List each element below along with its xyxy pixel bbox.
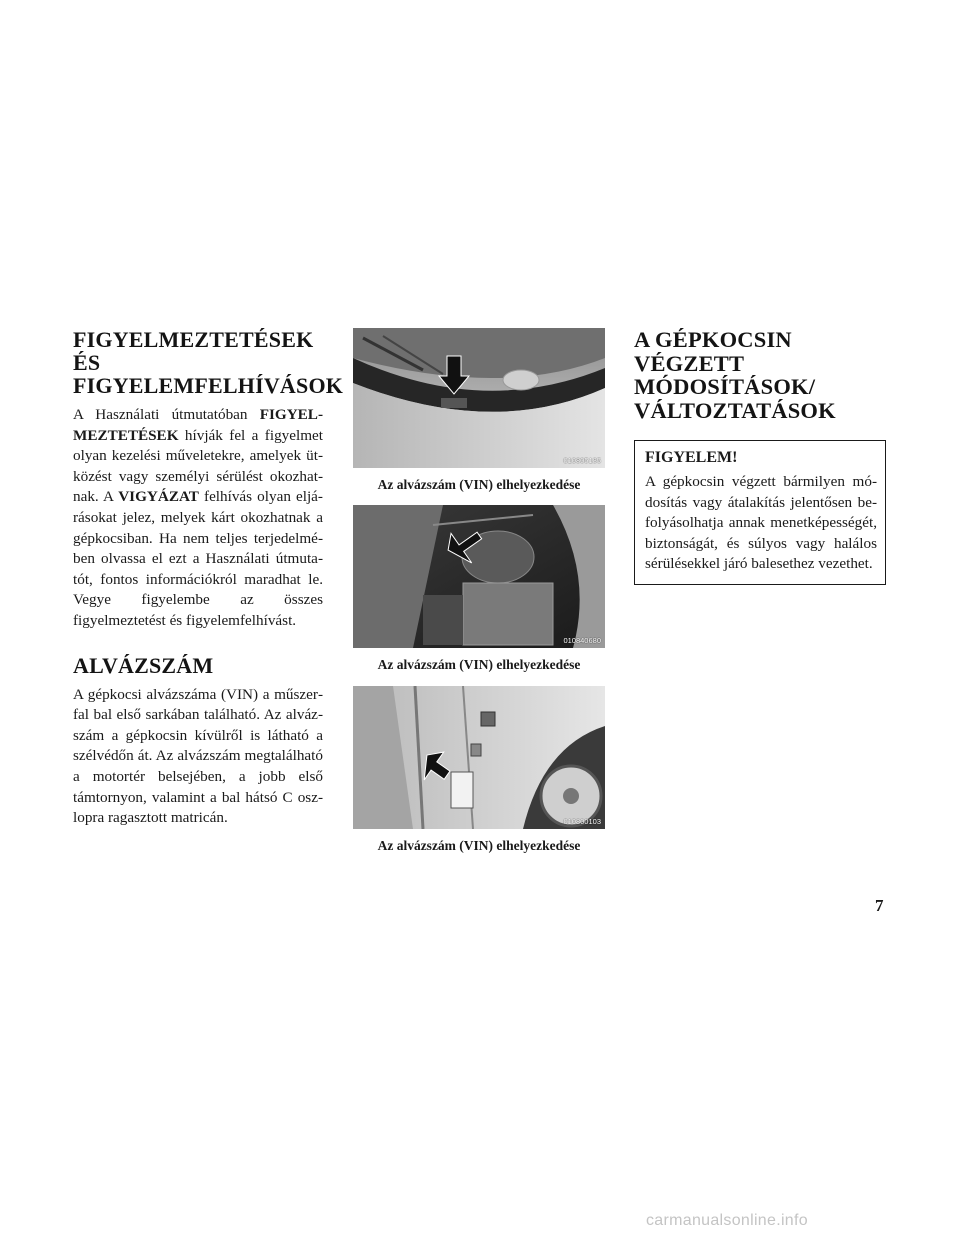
section-title-vin: ALVÁZSZÁM bbox=[73, 652, 214, 678]
warning-text: A gépkocsin végzett bármilyen módosítás vagy átalakítás jelentősen befolyásolhatja annak menetképességét, biztonságát, és súlyos vagy halálos sérülésekkel járó balesethez vezethet. bbox=[645, 473, 877, 573]
vin-windshield-photo bbox=[353, 328, 605, 468]
c-pillar-illustration bbox=[353, 686, 605, 829]
vin-c-pillar-photo bbox=[353, 686, 605, 829]
vin-engine-photo bbox=[353, 505, 605, 648]
watermark: carmanualsonline.info bbox=[646, 1212, 808, 1229]
figure-code: 010800103 bbox=[563, 817, 601, 826]
warnings-paragraph: A Használati útmutatóban FIGYELMEZTETÉSEK hívják fel a figyelmet olyan kezelési műveletekre, amelyek ütközést vagy személyi sérülést okozhatnak. A VIGYÁZAT felhívás olyan eljárásokat jelez, melyek kárt okozhatnak a gépkocsiban. Ha nem teljes terjedelmében olvassa el ezt a Használati útmutatót, fontos információkról maradhat le. Vegye figyelembe az összes figyelmeztetést és figyelemfelhívást. bbox=[73, 406, 323, 629]
section-title-warnings: FIGYELMEZTETÉSEK ÉS FIGYELEMFELHÍVÁSOK bbox=[73, 327, 344, 398]
figure-caption: Az alvázszám (VIN) elhelyezkedése bbox=[377, 838, 581, 853]
engine-bay-illustration bbox=[353, 505, 605, 648]
figure-caption: Az alvázszám (VIN) elhelyezkedése bbox=[377, 657, 581, 672]
warning-title: FIGYELEM! bbox=[645, 449, 738, 466]
left-column bbox=[73, 327, 344, 829]
figure-code: 010840680 bbox=[563, 636, 601, 645]
figure-caption: Az alvázszám (VIN) elhelyezkedése bbox=[377, 477, 581, 492]
page-number: 7 bbox=[875, 896, 884, 915]
figures-column bbox=[353, 328, 605, 854]
windshield-illustration bbox=[353, 328, 605, 468]
right-column bbox=[634, 328, 886, 585]
figure-code: 010805185 bbox=[563, 456, 601, 465]
section-title-modifications: A GÉPKOCSIN VÉGZETT MÓDOSÍTÁSOK/ VÁLTOZTATÁSOK bbox=[634, 327, 836, 423]
vin-paragraph: A gépkocsi alvázszáma (VIN) a műszerfal bal első sarkában található. Az alvázszám a gépkocsin kívülről is látható a szélvédőn át. Az alvázszám megtalálható a motortér belsejében, a jobb első támtornyon, valamint a bal hátsó C oszlopra ragasztott matricán. bbox=[73, 685, 323, 827]
warning-box bbox=[634, 440, 886, 585]
